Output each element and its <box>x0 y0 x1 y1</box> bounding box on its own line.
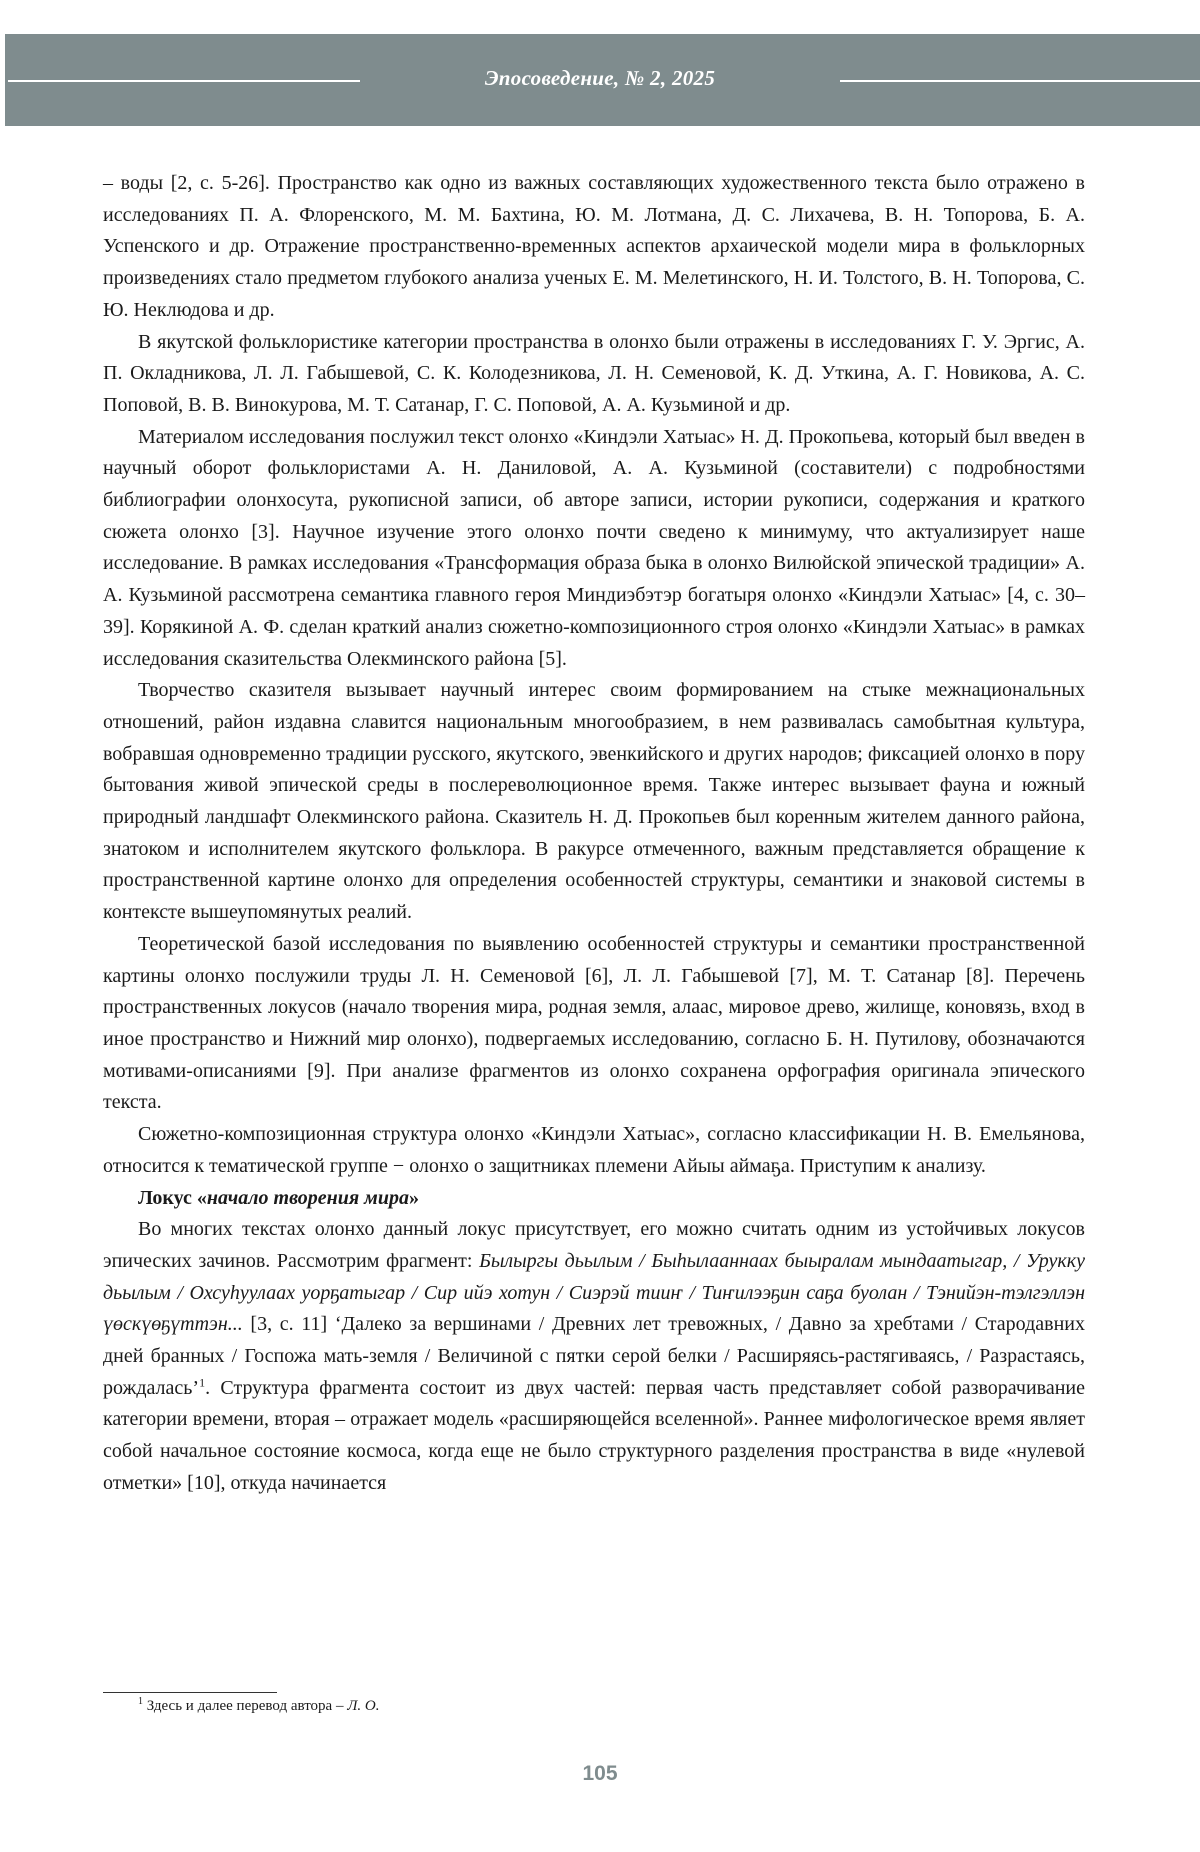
olonkho-quote: Былыргы дьылым / Быһылааннаах быыралам мындаатыгар, / Урукку дьылым / Охсуһуулаах уорҕатыгар / Сир ийэ хотун / Сиэрэй тииҥ / Тиҥилээҕин саҕа буолан / Тэнийэн-тэлгэллэн үөскүөҕүттэн... <box>103 1249 1086 1336</box>
quote-translation: [3, с. 11] ‘Далеко за вершинами / Древних лет тревожных, / Давно за хребтами / Стародавних дней бранных / Госпожа мать-земля / Величиной с пятки серой белки / Расширяясь-растягиваясь, / Разрастаясь, рождалась’ <box>103 1313 1085 1399</box>
page-number: 105 <box>582 1762 618 1785</box>
paragraph-7-intro: Во многих текстах олонхо данный локус присутствует, его можно считать одним из устойчивых локусов эпических зачинов. Рассмотрим фрагмент: <box>103 1218 1085 1272</box>
paragraph-4: Творчество сказителя вызывает научный интерес своим формированием на стыке межнациональных отношений, район издавна славится национальным многообразием, в нем развивалась самобытная культура, вобравшая одновременно традиции русского, якутского, эвенкийского и других народов; фиксацией олонхо в пору бытования живой эпической среды в послереволюционное время. Также интерес вызывает фауна и южный природный ландшафт Олекминского района. Сказитель Н. Д. Прокопьев был коренным жителем данного района, знатоком и исполнителем якутского фольклора. В ракурсе отмеченного, важным представляется обращение к пространственной картине олонхо для определения особенностей структуры, семантики и знаковой системы в контексте вышеупомянутых реалий. <box>103 679 1085 924</box>
section-heading <box>103 1183 1085 1215</box>
footnote-marker: 1 <box>199 1375 206 1390</box>
footnote-text: Здесь и далее перевод автора – <box>143 1698 348 1714</box>
footnote-rule <box>103 1692 277 1693</box>
paragraph-6: Сюжетно-композиционная структура олонхо «Киндэли Хатыас», согласно классификации Н. В. Емельянова, относится к тематической группе − олонхо о защитниках племени Айыы аймаҕа. Приступим к анализу. <box>103 1123 1085 1177</box>
header-rule-right <box>840 80 1200 82</box>
paragraph-1: – воды [2, с. 5-26]. Пространство как одно из важных составляющих художественного текста было отражено в исследованиях П. А. Флоренского, М. М. Бахтина, Ю. М. Лотмана, Д. С. Лихачева, В. Н. Топорова, Б. А. Успенского и др. Отражение пространственно-временных аспектов архаической модели мира в фольклорных произведениях стало предметом глубокого анализа ученых Е. М. Мелетинского, Н. И. Толстого, В. Н. Топорова, С. Ю. Неклюдова и др. <box>103 172 1085 321</box>
paragraph-7 <box>103 1214 1085 1499</box>
paragraph-5: Теоретической базой исследования по выявлению особенностей структуры и семантики пространственной картины олонхо послужили труды Л. Н. Семеновой [6], Л. Л. Габышевой [7], М. Т. Сатанар [8]. Перечень пространственных локусов (начало творения мира, родная земля, алаас, мировое древо, жилище, коновязь, вход в иное пространство и Нижний мир олонхо), подвергаемых исследованию, согласно Б. Н. Путилову, обозначаются мотивами-описаниями [9]. При анализе фрагментов из олонхо сохранена орфография оригинала эпического текста. <box>103 932 1085 1114</box>
paragraph-2: В якутской фольклористике категории пространства в олонхо были отражены в исследованиях Г. У. Эргис, А. П. Окладникова, Л. Л. Габышевой, С. К. Колодезникова, Л. Н. Семеновой, К. Д. Уткина, А. Г. Новикова, А. С. Поповой, В. В. Винокурова, М. Т. Сатанар, Г. С. Поповой, А. А. Кузьминой и др. <box>103 330 1085 416</box>
heading-suffix: » <box>408 1186 419 1209</box>
footnote-author: Л. О. <box>347 1698 380 1714</box>
header-rule-left <box>8 80 360 82</box>
paragraph-7-rest: . Структура фрагмента состоит из двух частей: первая часть представляет собой разворачивание категории времени, вторая – отражает модель «расширяющейся вселенной». Раннее мифологическое время являет собой начальное состояние космоса, когда еще не было структурного разделения пространства в виде «нулевой отметки» [10], откуда начинается <box>103 1376 1085 1494</box>
journal-title: Эпосоведение, № 2, 2025 <box>484 66 716 90</box>
footnote-number: 1 <box>138 1696 143 1707</box>
heading-italic: начало творения мира <box>206 1186 409 1209</box>
paragraph-3: Материалом исследования послужил текст олонхо «Киндэли Хатыас» Н. Д. Прокопьева, который был введен в научный оборот фольклористами А. Н. Даниловой, А. А. Кузьминой (составители) с подробностями библиографии олонхосута, рукописной записи, об авторе записи, истории рукописи, содержания и краткого сюжета олонхо [3]. Научное изучение этого олонхо почти сведено к минимуму, что актуализирует наше исследование. В рамках исследования «Трансформация образа быка в олонхо Вилюйской эпической традиции» А. А. Кузьминой рассмотрена семантика главного героя Миндиэбэтэр богатыря олонхо «Киндэли Хатыас» [4, с. 30–39]. Корякиной А. Ф. сделан краткий анализ сюжетно-композиционного строя олонхо «Киндэли Хатыас» в рамках исследования сказительства Олекминского района [5]. <box>103 425 1085 670</box>
article-body <box>103 168 1085 1500</box>
heading-prefix: Локус « <box>138 1186 207 1209</box>
footnote <box>138 1698 379 1715</box>
